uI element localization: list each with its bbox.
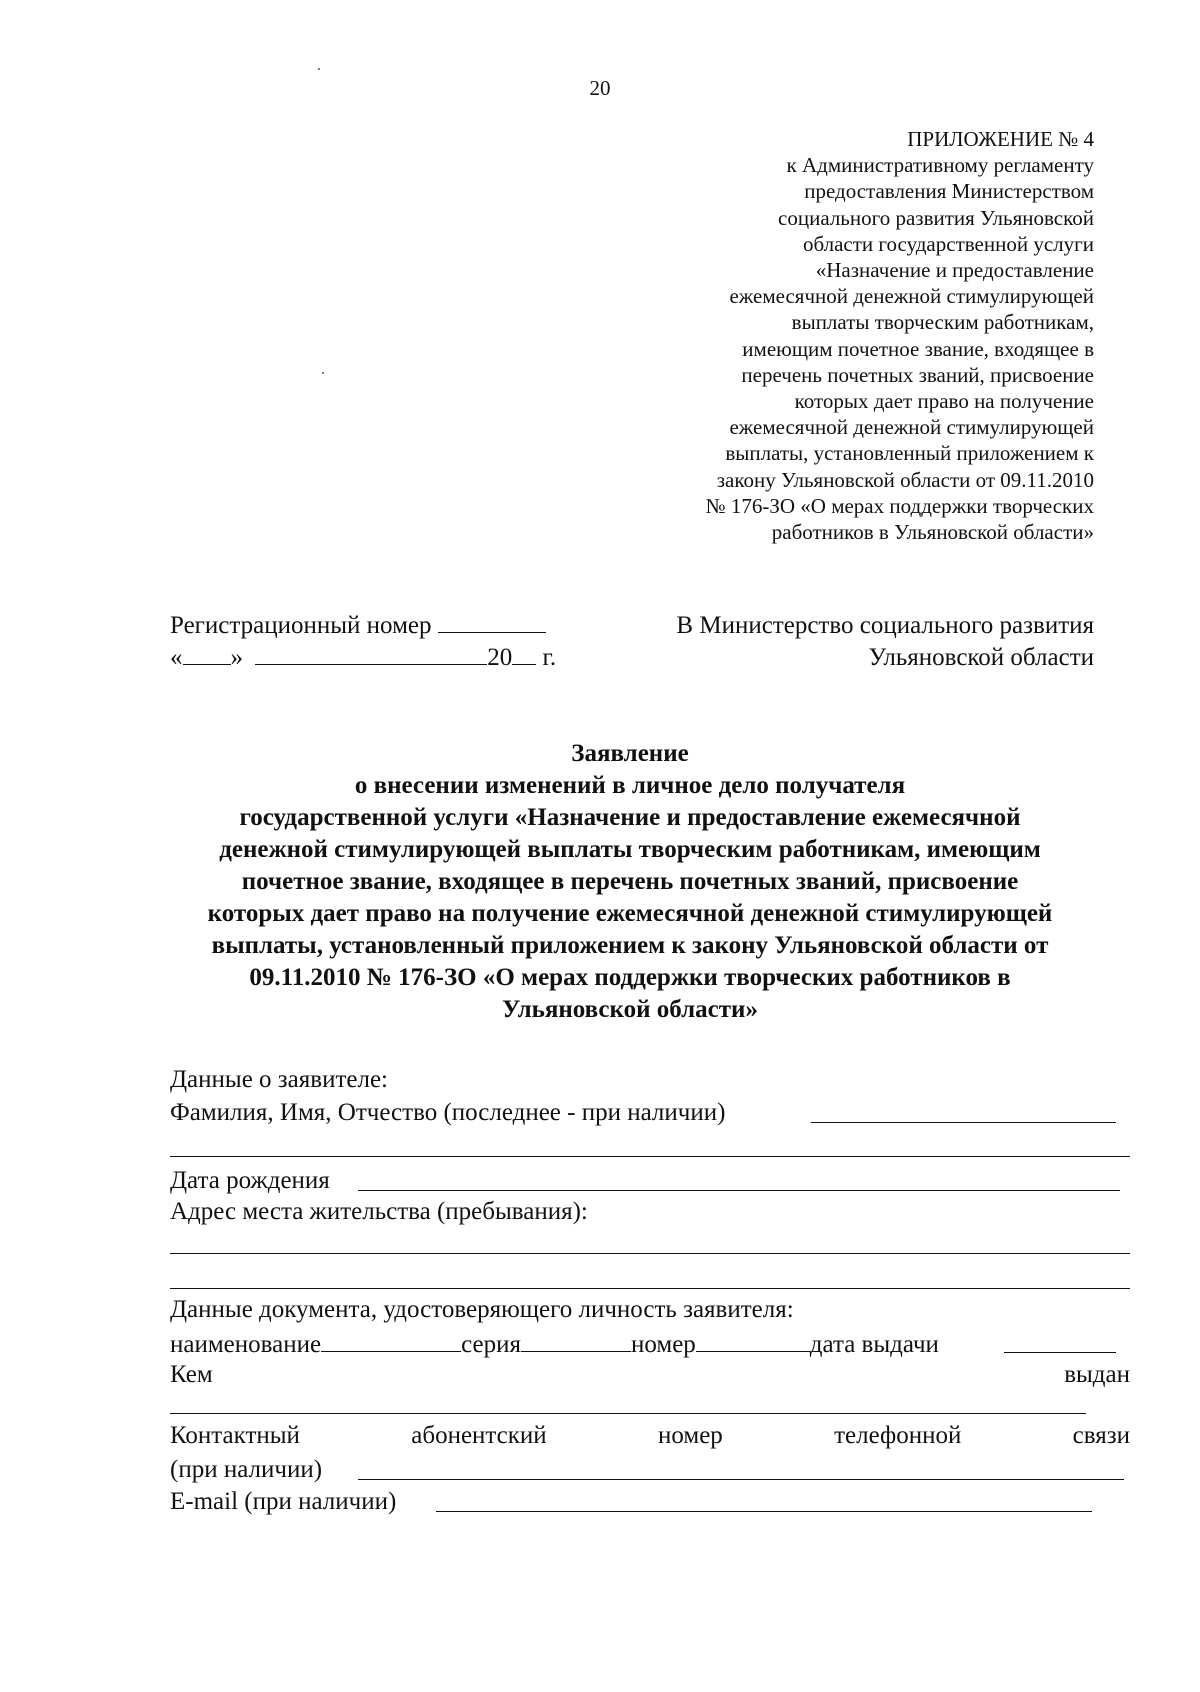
birth-date-label: Дата рождения [170, 1167, 330, 1194]
doc-series-label: серия [461, 1331, 521, 1358]
address-field-continuation[interactable] [170, 1288, 1130, 1289]
recipient-line: В Министерство социального развития [676, 612, 1094, 639]
doc-date-field[interactable] [1004, 1352, 1116, 1353]
appendix-line: работников в Ульяновской области» [771, 520, 1094, 545]
appendix-line: к Административному регламенту [786, 153, 1094, 178]
contact-phone-row [170, 1422, 1130, 1450]
doc-date-label: дата выдачи [809, 1331, 939, 1358]
heading-line: которых дает право на получение ежемесячной денежной стимулирующей [207, 900, 1053, 927]
doc-number-field[interactable] [696, 1329, 810, 1352]
heading-line: денежной стимулирующей выплаты творческим работникам, имеющим [219, 836, 1041, 863]
contact-phone-cont-label: (при наличии) [170, 1456, 323, 1483]
id-document-header: Данные документа, удостоверяющего личность заявителя: [170, 1296, 794, 1323]
date-open-quote: « [170, 644, 183, 671]
appendix-line: «Назначение и предоставление [815, 258, 1094, 283]
issued-label: выдан [1064, 1361, 1130, 1388]
applicant-data-header: Данные о заявителе: [170, 1066, 388, 1093]
heading-line: Ульяновской области» [502, 996, 758, 1023]
fio-label: Фамилия, Имя, Отчество (последнее - при наличии) [170, 1099, 726, 1126]
appendix-line: закону Ульяновской области от 09.11.2010 [716, 467, 1094, 492]
recipient-line: Ульяновской области [868, 644, 1094, 671]
heading-line: государственной услуги «Назначение и предоставление ежемесячной [239, 804, 1021, 831]
contact-phone-field[interactable] [358, 1479, 1124, 1480]
fio-field[interactable] [811, 1122, 1116, 1123]
email-field[interactable] [436, 1511, 1092, 1512]
heading-title: Заявление [571, 740, 689, 767]
appendix-line: перечень почетных званий, присвоение [741, 362, 1094, 387]
appendix-line: которых дает право на получение [794, 389, 1094, 414]
appendix-line: выплаты, установленный приложением к [725, 441, 1094, 466]
appendix-line: ежемесячной денежной стимулирующей [729, 284, 1094, 309]
id-document-row [170, 1329, 939, 1359]
appendix-title: ПРИЛОЖЕНИЕ № 4 [907, 127, 1094, 151]
heading-line: почетное звание, входящее в перечень почетных званий, присвоение [241, 868, 1019, 895]
issued-by-label: Кем [170, 1361, 213, 1388]
doc-number-label: номер [630, 1331, 696, 1358]
heading-line: выплаты, установленный приложением к закону Ульяновской области от [211, 932, 1049, 959]
appendix-line: № 176-ЗО «О мерах поддержки творческих [705, 493, 1094, 518]
appendix-line: предоставления Министерством [804, 179, 1094, 204]
appendix-line: выплаты творческим работникам, [791, 310, 1094, 335]
contact-word: номер [657, 1422, 723, 1449]
registration-number-label: Регистрационный номер [170, 612, 432, 639]
appendix-line: ежемесячной денежной стимулирующей [729, 415, 1094, 440]
address-label: Адрес места жительства (пребывания): [170, 1198, 588, 1225]
issued-by-field[interactable] [170, 1413, 1086, 1414]
appendix-line: имеющим почетное звание, входящее в [742, 336, 1094, 361]
appendix-line: области государственной услуги [802, 231, 1094, 256]
date-close-quote: » [230, 644, 243, 671]
contact-word: телефонной [834, 1422, 962, 1449]
heading-line: 09.11.2010 № 176-ЗО «О мерах поддержки творческих работников в [249, 964, 1011, 991]
date-year-prefix: 20 [487, 644, 513, 671]
application-form [170, 0, 1130, 1692]
email-label: E-mail (при наличии) [170, 1488, 397, 1515]
doc-name-label: наименование [170, 1331, 322, 1358]
contact-word: Контактный [170, 1422, 300, 1449]
appendix-line: социального развития Ульяновской [778, 205, 1094, 230]
date-year-suffix: г. [542, 644, 557, 671]
birth-date-field[interactable] [358, 1190, 1120, 1191]
fio-field-continuation[interactable] [170, 1156, 1130, 1157]
contact-word: связи [1072, 1422, 1130, 1449]
address-field[interactable] [170, 1253, 1130, 1254]
doc-series-field[interactable] [521, 1329, 631, 1352]
doc-name-field[interactable] [321, 1329, 461, 1352]
page-number: 20 [589, 76, 611, 100]
heading-line: о внесении изменений в личное дело получателя [354, 772, 906, 799]
contact-word: абонентский [411, 1422, 547, 1449]
